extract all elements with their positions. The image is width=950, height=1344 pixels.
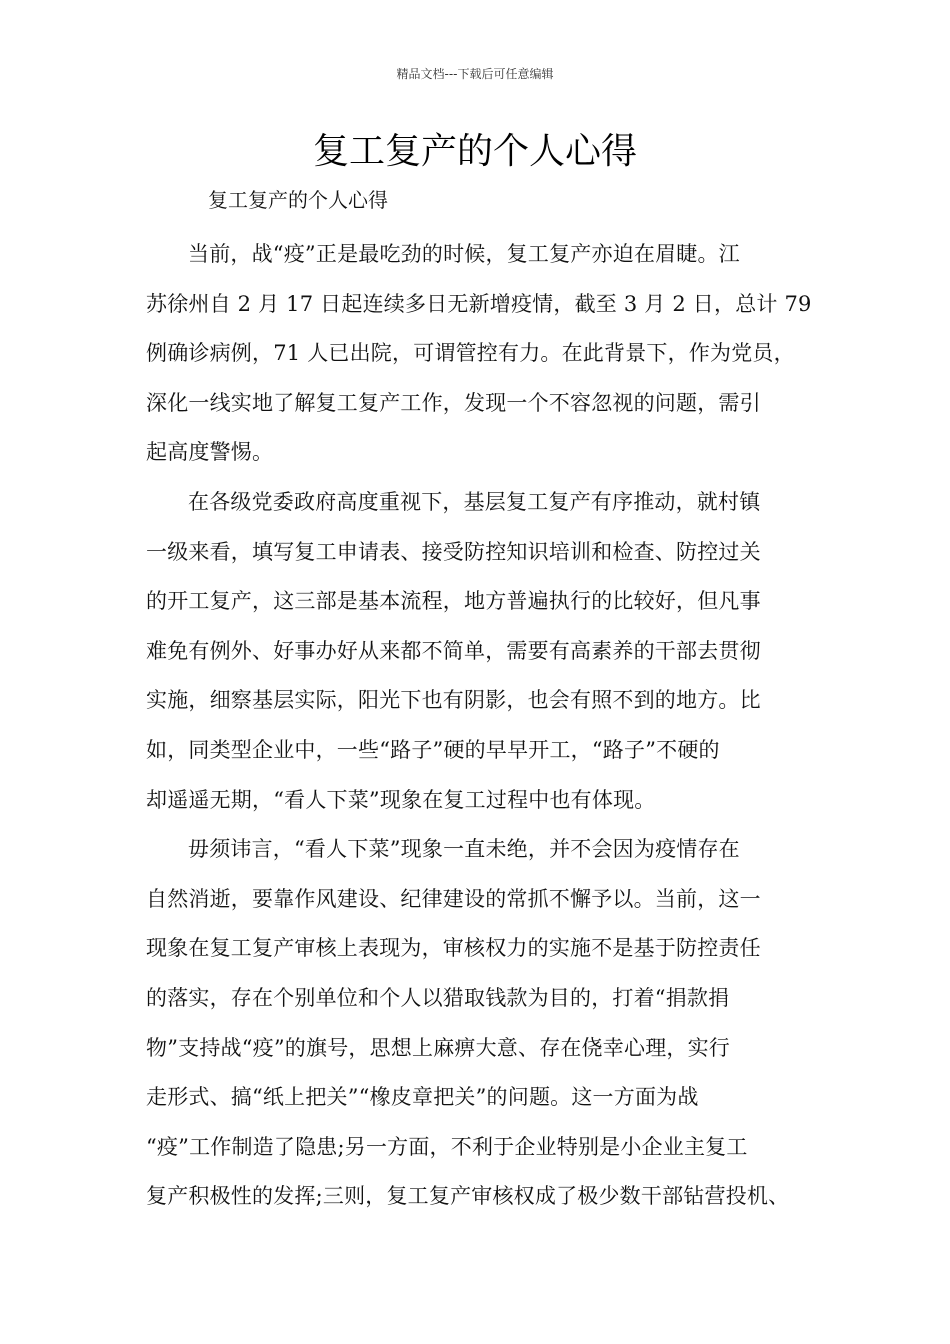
paragraph-line: 现象在复工复产审核上表现为，审核权力的实施不是基于防控责任 <box>146 936 761 961</box>
paragraph-line: “疫”工作制造了隐患;另一方面，不利于企业特别是小企业主复工 <box>146 1134 748 1159</box>
document-title: 复工复产的个人心得 <box>312 131 637 172</box>
paragraph-line: 难免有例外、好事办好从来都不简单，需要有高素养的干部去贯彻 <box>146 638 761 663</box>
paragraph-line: 却遥遥无期，“看人下菜”现象在复工过程中也有体现。 <box>146 787 656 812</box>
paragraph-line: 毋须讳言，“看人下菜”现象一直未绝，并不会因为疫情存在 <box>188 837 740 862</box>
paragraph-line: 复产积极性的发挥;三则，复工复产审核权成了极少数干部钻营投机、 <box>146 1184 790 1209</box>
paragraph-line: 一级来看，填写复工申请表、接受防控知识培训和检查、防控过关 <box>146 539 761 564</box>
paragraph-line: 物”支持战“疫”的旗号，思想上麻痹大意、存在侥幸心理，实行 <box>146 1035 731 1060</box>
paragraph-line: 苏徐州自 2 月 17 日起连续多日无新增疫情，截至 3 月 2 日，总计 79 <box>146 291 812 316</box>
paragraph-line: 走形式、搞“纸上把关”“橡皮章把关”的问题。这一方面为战 <box>146 1085 699 1110</box>
document-body <box>146 230 814 1222</box>
paragraph-line: 深化一线实地了解复工复产工作，发现一个不容忽视的问题，需引 <box>146 390 761 415</box>
paragraph-line: 实施，细察基层实际，阳光下也有阴影，也会有照不到的地方。比 <box>146 688 761 713</box>
paragraph-line: 在各级党委政府高度重视下，基层复工复产有序推动，就村镇 <box>188 489 761 514</box>
paragraph-line: 当前，战“疫”正是最吃劲的时候，复工复产亦迫在眉睫。江 <box>188 242 740 266</box>
paragraph-line: 例确诊病例，71 人已出院，可谓管控有力。在此背景下，作为党员， <box>146 341 795 366</box>
paragraph-line: 的落实，存在个别单位和个人以猎取钱款为目的，打着“捐款捐 <box>146 985 730 1010</box>
paragraph-line: 的开工复产，这三部是基本流程，地方普遍执行的比较好，但凡事 <box>146 589 761 614</box>
paragraph-line: 起高度警惕。 <box>146 440 274 465</box>
header-note: 精品文档---下载后可任意编辑 <box>396 67 554 81</box>
paragraph-line: 如，同类型企业中，一些“路子”硬的早早开工，“路子”不硬的 <box>146 737 720 762</box>
paragraph-line: 自然消逝，要靠作风建设、纪律建设的常抓不懈予以。当前，这一 <box>146 886 761 911</box>
document-subtitle: 复工复产的个人心得 <box>208 188 388 212</box>
